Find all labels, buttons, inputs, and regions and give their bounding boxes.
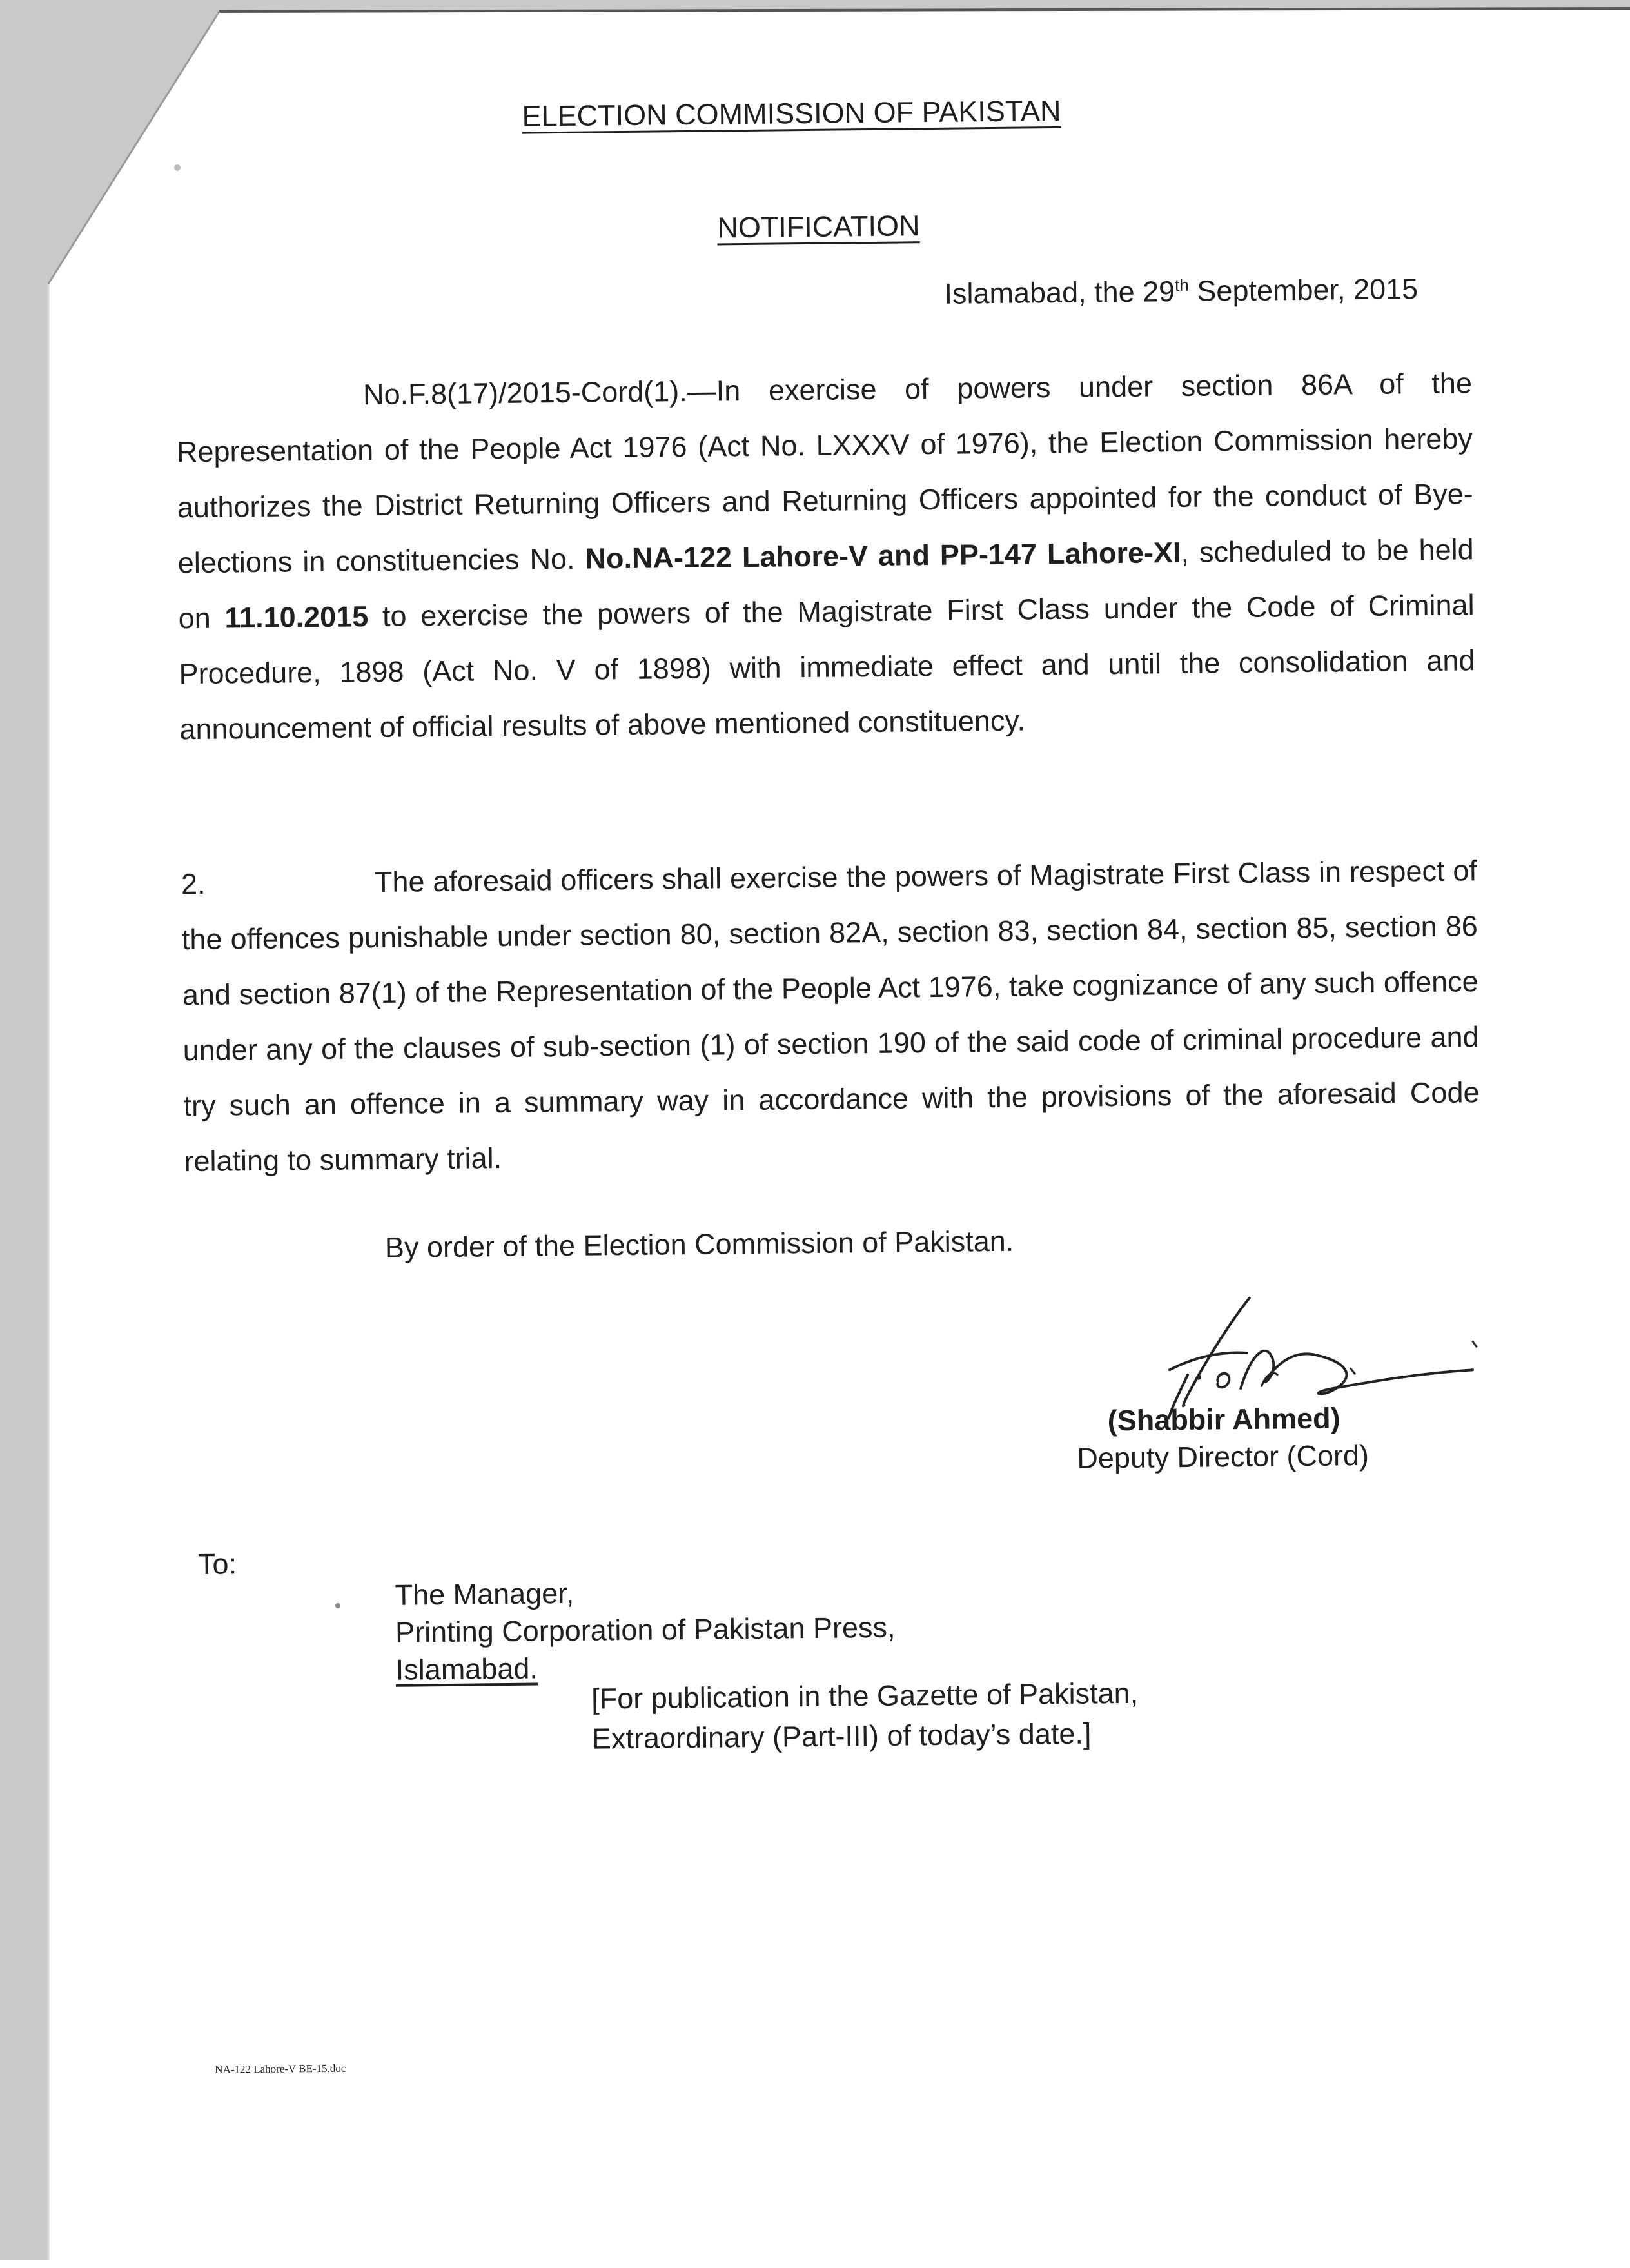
commission-heading: ELECTION COMMISSION OF PAKISTAN	[522, 94, 1061, 133]
p1-text-a: No.F.8(17)/2015-Cord(1).—In exercise of powers under section 86A of the Representation of the People Act 1976 (Act No. LXXXV of 1976), the Election Commission hereby authorizes the District Returning Officers and Returning Officers appointed for the conduct of Bye-elections in constituencies No.	[176, 366, 1474, 580]
scan-speck	[335, 1603, 340, 1608]
p1-text-c: to exercise the powers of the Magistrate First Class under the Code of Criminal Procedure, 1898 (Act No. V of 1898) with immediate effect and until the consolidation and announcement of official results of above mentioned constituency.	[179, 588, 1475, 746]
election-date-bold: 11.10.2015	[224, 600, 369, 635]
paragraph-1	[176, 355, 1476, 757]
date-prefix: Islamabad, the 29	[944, 275, 1175, 310]
p2-text: The aforesaid officers shall exercise the powers of Magistrate First Class in respect of the offences punishable under section 80, section 82A, section 83, section 84, section 85, section 86 and section 87(1) of the Representation of the People Act 1976, take cognizance of any such offence under any of the clauses of sub-section (1) of section 190 of the said code of criminal procedure and try such an offence in a summary way in accordance with the provisions of the aforesaid Code relating to summary trial.	[181, 854, 1480, 1178]
signatory-designation: Deputy Director (Cord)	[1077, 1438, 1370, 1475]
notification-heading: NOTIFICATION	[717, 209, 920, 244]
file-reference: NA-122 Lahore-V BE-15.doc	[215, 2062, 346, 2076]
constituencies-bold: No.NA-122 Lahore-V and PP-147 Lahore-XI	[585, 535, 1181, 575]
dateline	[944, 272, 1418, 311]
by-order-line: By order of the Election Commission of Pakistan.	[384, 1224, 1014, 1264]
address-line-2: Printing Corporation of Pakistan Press,	[395, 1610, 896, 1649]
publication-note	[591, 1673, 1139, 1759]
address-line-3: Islamabad.	[395, 1652, 538, 1686]
scan-speck	[174, 164, 181, 171]
date-superscript: th	[1174, 275, 1189, 295]
to-label: To:	[197, 1547, 237, 1581]
paragraph-number: 2.	[181, 867, 206, 901]
recipient-address	[395, 1572, 896, 1689]
p1-text-b: , scheduled to be held on	[178, 533, 1474, 635]
paragraph-2	[181, 843, 1480, 1189]
date-suffix: September, 2015	[1188, 272, 1419, 308]
signatory-name: (Shabbir Ahmed)	[1107, 1401, 1340, 1437]
address-line-1: The Manager,	[395, 1576, 574, 1612]
publication-note-line-1: [For publication in the Gazette of Pakistan,	[591, 1676, 1139, 1715]
publication-note-line-2: Extraordinary (Part-III) of today’s date.]	[591, 1717, 1092, 1755]
